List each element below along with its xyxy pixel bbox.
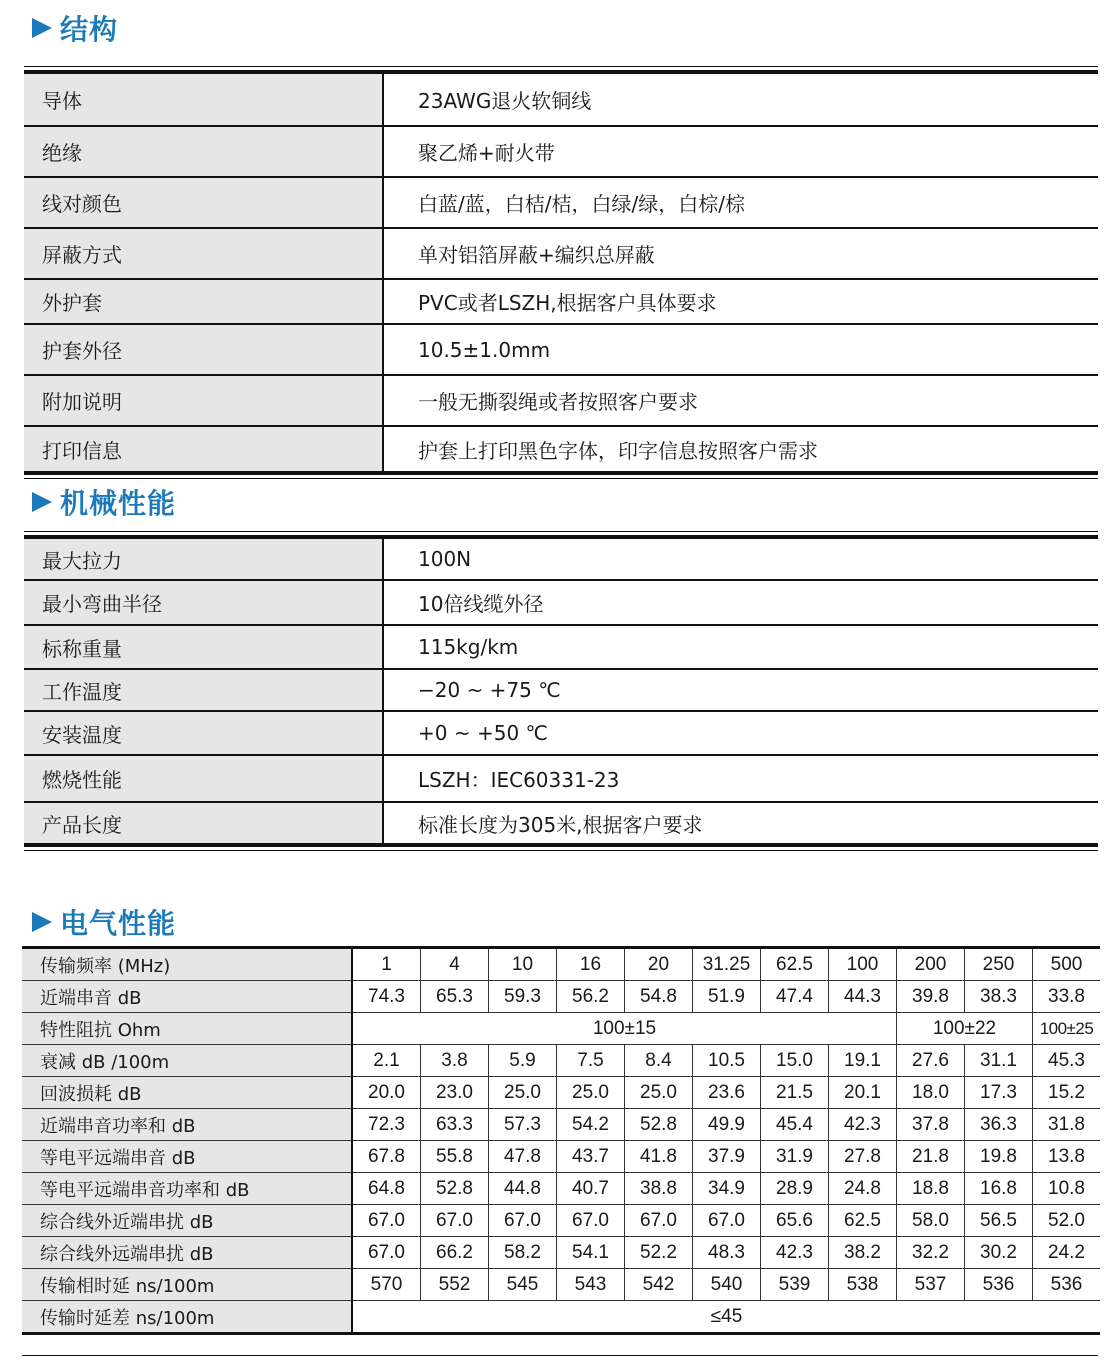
spec-row xyxy=(24,227,1098,278)
value-cell: 537 xyxy=(897,1269,965,1301)
value-cell: 37.9 xyxy=(693,1141,761,1173)
spec-row xyxy=(24,710,1098,754)
merged-value-cell: 100±15 xyxy=(352,1013,897,1045)
spec-label: 绝缘 xyxy=(24,127,384,176)
value-cell: 47.4 xyxy=(761,981,829,1013)
table-row xyxy=(22,948,1100,981)
value-cell: 38.2 xyxy=(829,1237,897,1269)
value-cell: 33.8 xyxy=(1033,981,1101,1013)
row-label: 传输频率 (MHz) xyxy=(22,948,352,981)
table-row xyxy=(22,981,1100,1013)
value-cell: 24.8 xyxy=(829,1173,897,1205)
value-cell: 32.2 xyxy=(897,1237,965,1269)
table-row xyxy=(22,1141,1100,1173)
spec-value: 标准长度为305米,根据客户要求 xyxy=(418,812,703,837)
value-cell: 67.0 xyxy=(421,1205,489,1237)
section-heading-structure xyxy=(32,8,118,48)
frequency-cell: 16 xyxy=(557,948,625,981)
value-cell: 20.0 xyxy=(352,1077,421,1109)
value-cell: 20.1 xyxy=(829,1077,897,1109)
spec-value: 10.5±1.0mm xyxy=(418,337,551,362)
spec-row xyxy=(24,801,1098,843)
frequency-cell: 62.5 xyxy=(761,948,829,981)
value-cell: 31.1 xyxy=(965,1045,1033,1077)
value-cell: 43.7 xyxy=(557,1141,625,1173)
spec-row xyxy=(24,668,1098,710)
value-cell: 42.3 xyxy=(829,1109,897,1141)
spec-value: PVC或者LSZH,根据客户具体要求 xyxy=(418,291,717,315)
spec-value: 115kg/km xyxy=(418,635,519,659)
spec-row xyxy=(24,425,1098,471)
row-label: 传输相时延 ns/100m xyxy=(22,1269,352,1301)
frequency-cell: 4 xyxy=(421,948,489,981)
value-cell: 10.8 xyxy=(1033,1173,1101,1205)
frequency-cell: 10 xyxy=(489,948,557,981)
triangle-bullet-icon xyxy=(32,492,52,512)
triangle-bullet-icon xyxy=(32,18,52,38)
merged-value-cell: ≤45 xyxy=(352,1301,1100,1334)
spec-row xyxy=(24,278,1098,323)
value-cell: 552 xyxy=(421,1269,489,1301)
spec-value: 100N xyxy=(418,547,472,571)
value-cell: 62.5 xyxy=(829,1205,897,1237)
value-cell: 47.8 xyxy=(489,1141,557,1173)
table-row xyxy=(22,1237,1100,1269)
value-cell: 39.8 xyxy=(897,981,965,1013)
row-label: 等电平远端串音 dB xyxy=(22,1141,352,1173)
row-label: 特性阻抗 Ohm xyxy=(22,1013,352,1045)
spec-value: 聚乙烯+耐火带 xyxy=(418,141,555,165)
frequency-cell: 500 xyxy=(1033,948,1101,981)
section-heading-electrical xyxy=(32,902,176,942)
value-cell: 36.3 xyxy=(965,1109,1033,1141)
value-cell: 16.8 xyxy=(965,1173,1033,1205)
value-cell: 44.8 xyxy=(489,1173,557,1205)
value-cell: 63.3 xyxy=(421,1109,489,1141)
value-cell: 37.8 xyxy=(897,1109,965,1141)
value-cell: 25.0 xyxy=(625,1077,693,1109)
spec-value: 一般无撕裂绳或者按照客户要求 xyxy=(418,390,698,414)
value-cell: 72.3 xyxy=(352,1109,421,1141)
value-cell: 56.5 xyxy=(965,1205,1033,1237)
value-cell: 18.8 xyxy=(897,1173,965,1205)
value-cell: 54.1 xyxy=(557,1237,625,1269)
spec-label: 屏蔽方式 xyxy=(24,229,384,278)
value-cell: 15.2 xyxy=(1033,1077,1101,1109)
row-label: 综合线外远端串扰 dB xyxy=(22,1237,352,1269)
spec-label: 标称重量 xyxy=(24,626,384,668)
spec-value: +0 ~ +50 ℃ xyxy=(418,721,548,745)
value-cell: 28.9 xyxy=(761,1173,829,1205)
value-cell: 49.9 xyxy=(693,1109,761,1141)
value-cell: 19.1 xyxy=(829,1045,897,1077)
value-cell: 13.8 xyxy=(1033,1141,1101,1173)
section-title: 结构 xyxy=(60,13,119,46)
value-cell: 21.8 xyxy=(897,1141,965,1173)
value-cell: 536 xyxy=(1033,1269,1101,1301)
value-cell: 25.0 xyxy=(489,1077,557,1109)
structure-table xyxy=(24,70,1098,475)
value-cell: 25.0 xyxy=(557,1077,625,1109)
value-cell: 27.6 xyxy=(897,1045,965,1077)
value-cell: 540 xyxy=(693,1269,761,1301)
spec-label: 安装温度 xyxy=(24,712,384,754)
frequency-cell: 200 xyxy=(897,948,965,981)
value-cell: 30.2 xyxy=(965,1237,1033,1269)
value-cell: 44.3 xyxy=(829,981,897,1013)
value-cell: 67.8 xyxy=(352,1141,421,1173)
row-label: 近端串音功率和 dB xyxy=(22,1109,352,1141)
value-cell: 52.2 xyxy=(625,1237,693,1269)
spec-label: 工作温度 xyxy=(24,670,384,710)
triangle-bullet-icon xyxy=(32,912,52,932)
value-cell: 542 xyxy=(625,1269,693,1301)
spec-row xyxy=(24,579,1098,624)
spec-label: 护套外径 xyxy=(24,325,384,374)
spec-value: LSZH：IEC60331-23 xyxy=(418,768,620,792)
value-cell: 570 xyxy=(352,1269,421,1301)
row-label: 近端串音 dB xyxy=(22,981,352,1013)
value-cell: 19.8 xyxy=(965,1141,1033,1173)
value-cell: 74.3 xyxy=(352,981,421,1013)
value-cell: 45.4 xyxy=(761,1109,829,1141)
value-cell: 3.8 xyxy=(421,1045,489,1077)
table-row xyxy=(22,1173,1100,1205)
value-cell: 27.8 xyxy=(829,1141,897,1173)
spec-row xyxy=(24,74,1098,125)
value-cell: 41.8 xyxy=(625,1141,693,1173)
spec-label: 线对颜色 xyxy=(24,178,384,227)
spec-value: −20 ~ +75 ℃ xyxy=(418,678,561,702)
merged-value-cell: 100±25 xyxy=(1033,1013,1101,1045)
value-cell: 67.0 xyxy=(489,1205,557,1237)
table-row xyxy=(22,1109,1100,1141)
value-cell: 21.5 xyxy=(761,1077,829,1109)
value-cell: 51.9 xyxy=(693,981,761,1013)
value-cell: 545 xyxy=(489,1269,557,1301)
spec-value: 23AWG退火软铜线 xyxy=(418,89,592,113)
spec-label: 最小弯曲半径 xyxy=(24,581,384,624)
table-row xyxy=(22,1301,1100,1334)
value-cell: 55.8 xyxy=(421,1141,489,1173)
spec-value: 白蓝/蓝，白桔/桔，白绿/绿，白棕/棕 xyxy=(418,192,745,216)
table-row xyxy=(22,1045,1100,1077)
value-cell: 64.8 xyxy=(352,1173,421,1205)
value-cell: 10.5 xyxy=(693,1045,761,1077)
value-cell: 57.3 xyxy=(489,1109,557,1141)
spec-label: 外护套 xyxy=(24,280,384,323)
value-cell: 52.8 xyxy=(421,1173,489,1205)
spec-row xyxy=(24,754,1098,801)
value-cell: 15.0 xyxy=(761,1045,829,1077)
table-row xyxy=(22,1205,1100,1237)
value-cell: 543 xyxy=(557,1269,625,1301)
spec-label: 附加说明 xyxy=(24,376,384,425)
table-row xyxy=(22,1269,1100,1301)
value-cell: 59.3 xyxy=(489,981,557,1013)
mechanical-table xyxy=(24,535,1098,847)
row-label: 衰减 dB /100m xyxy=(22,1045,352,1077)
value-cell: 67.0 xyxy=(352,1205,421,1237)
spec-label: 最大拉力 xyxy=(24,539,384,579)
value-cell: 38.3 xyxy=(965,981,1033,1013)
row-label: 回波损耗 dB xyxy=(22,1077,352,1109)
merged-value-cell: 100±22 xyxy=(897,1013,1033,1045)
value-cell: 58.2 xyxy=(489,1237,557,1269)
value-cell: 58.0 xyxy=(897,1205,965,1237)
table-row xyxy=(22,1013,1100,1045)
value-cell: 34.9 xyxy=(693,1173,761,1205)
spec-label: 燃烧性能 xyxy=(24,756,384,801)
spec-row xyxy=(24,125,1098,176)
spec-row xyxy=(24,374,1098,425)
value-cell: 24.2 xyxy=(1033,1237,1101,1269)
row-label: 传输时延差 ns/100m xyxy=(22,1301,352,1334)
value-cell: 65.3 xyxy=(421,981,489,1013)
value-cell: 54.2 xyxy=(557,1109,625,1141)
frequency-cell: 31.25 xyxy=(693,948,761,981)
frequency-cell: 1 xyxy=(352,948,421,981)
value-cell: 538 xyxy=(829,1269,897,1301)
value-cell: 52.0 xyxy=(1033,1205,1101,1237)
value-cell: 56.2 xyxy=(557,981,625,1013)
value-cell: 539 xyxy=(761,1269,829,1301)
section-title: 机械性能 xyxy=(60,487,177,520)
value-cell: 23.0 xyxy=(421,1077,489,1109)
spec-label: 产品长度 xyxy=(24,803,384,843)
value-cell: 67.0 xyxy=(352,1237,421,1269)
value-cell: 48.3 xyxy=(693,1237,761,1269)
value-cell: 45.3 xyxy=(1033,1045,1101,1077)
value-cell: 8.4 xyxy=(625,1045,693,1077)
spec-row xyxy=(24,539,1098,579)
value-cell: 31.9 xyxy=(761,1141,829,1173)
value-cell: 40.7 xyxy=(557,1173,625,1205)
value-cell: 38.8 xyxy=(625,1173,693,1205)
spec-row xyxy=(24,624,1098,668)
spec-label: 打印信息 xyxy=(24,427,384,471)
spec-label: 导体 xyxy=(24,74,384,125)
value-cell: 42.3 xyxy=(761,1237,829,1269)
row-label: 综合线外近端串扰 dB xyxy=(22,1205,352,1237)
frequency-cell: 20 xyxy=(625,948,693,981)
value-cell: 54.8 xyxy=(625,981,693,1013)
section-heading-mechanical xyxy=(32,482,176,522)
value-cell: 536 xyxy=(965,1269,1033,1301)
spec-value: 单对铝箔屏蔽+编织总屏蔽 xyxy=(418,243,655,267)
value-cell: 67.0 xyxy=(693,1205,761,1237)
value-cell: 67.0 xyxy=(625,1205,693,1237)
spec-row xyxy=(24,323,1098,374)
value-cell: 7.5 xyxy=(557,1045,625,1077)
value-cell: 23.6 xyxy=(693,1077,761,1109)
value-cell: 2.1 xyxy=(352,1045,421,1077)
table-bottom-rule xyxy=(22,1355,1098,1356)
value-cell: 18.0 xyxy=(897,1077,965,1109)
value-cell: 66.2 xyxy=(421,1237,489,1269)
value-cell: 67.0 xyxy=(557,1205,625,1237)
value-cell: 52.8 xyxy=(625,1109,693,1141)
table-row xyxy=(22,1077,1100,1109)
value-cell: 17.3 xyxy=(965,1077,1033,1109)
spec-value: 护套上打印黑色字体，印字信息按照客户需求 xyxy=(418,438,818,463)
value-cell: 65.6 xyxy=(761,1205,829,1237)
electrical-table xyxy=(22,946,1100,1335)
spec-value: 10倍线缆外径 xyxy=(418,592,544,616)
section-title: 电气性能 xyxy=(60,907,177,940)
row-label: 等电平远端串音功率和 dB xyxy=(22,1173,352,1205)
value-cell: 5.9 xyxy=(489,1045,557,1077)
spec-row xyxy=(24,176,1098,227)
frequency-cell: 250 xyxy=(965,948,1033,981)
frequency-cell: 100 xyxy=(829,948,897,981)
value-cell: 31.8 xyxy=(1033,1109,1101,1141)
